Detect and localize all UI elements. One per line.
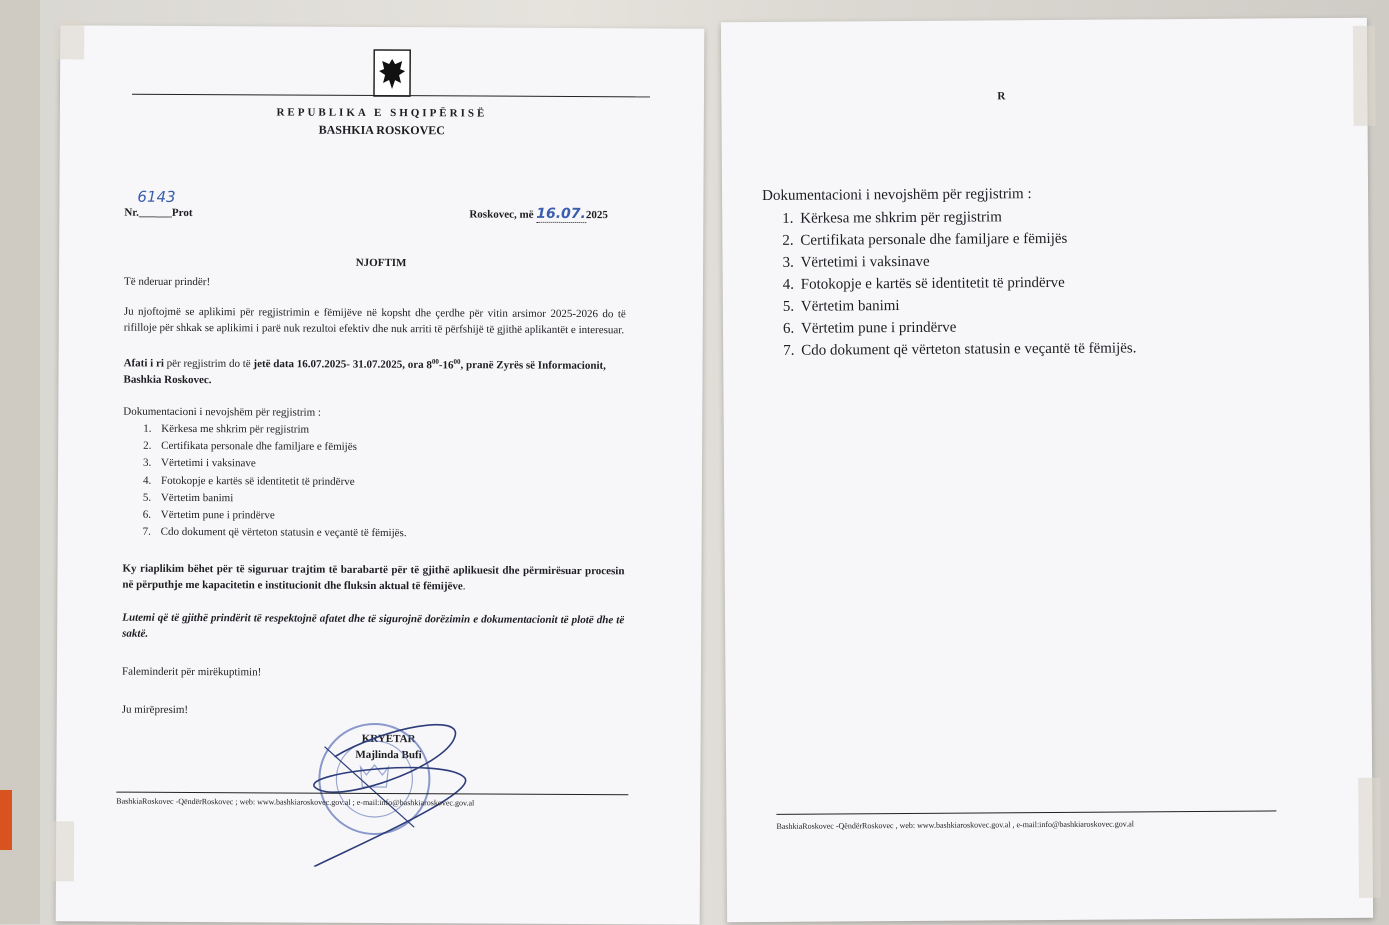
list-item	[762, 227, 1135, 252]
page-footer: BashkiaRoskovec -QëndërRoskovec , web: www.bashkiaroskovec.gov.al , e-mail:info@bashkiaroskovec.gov.al	[776, 819, 1135, 831]
list-number: 7.	[783, 342, 795, 359]
hours-to: -16	[438, 358, 454, 372]
deadline-paragraph	[123, 352, 625, 390]
list-item	[762, 205, 1135, 230]
prot-label: Nr.______Prot	[124, 206, 193, 220]
page-marker: R	[997, 90, 1006, 103]
list-item	[763, 315, 1136, 340]
list-number: 6.	[142, 508, 152, 521]
tape	[1353, 26, 1376, 126]
list-item	[762, 249, 1135, 274]
tape	[50, 821, 74, 881]
docs-heading: Dokumentacioni i nevojshëm për regjistrim :	[123, 405, 322, 419]
reapplication-end: .	[462, 580, 466, 593]
list-number: 3.	[143, 457, 152, 470]
docs-list	[123, 421, 626, 544]
list-number: 1.	[143, 422, 152, 435]
deadline-text: për regjistrim do të	[163, 357, 254, 370]
thanks-text: Faleminderit për mirëkuptimin!	[121, 665, 262, 679]
date-prefix: Roskovec, më	[469, 208, 534, 221]
reapplication-text: Ky riaplikim bëhet për të siguruar trajtim të barabartë për të gjithë aplikuesit dhe përmirësuar procesin në përputhje me kapacitetin e institucionit dhe fluksin aktual të fëmijëve	[122, 562, 625, 593]
deadline-location: , pranë Zyrës së Informacionit, Bashkia Roskovec.	[123, 359, 606, 386]
list-item	[123, 524, 625, 544]
albanian-eagle-emblem-icon	[373, 49, 411, 97]
notice-title: NJOFTIM	[355, 256, 407, 270]
documents-page	[721, 18, 1373, 922]
list-number: 3.	[782, 254, 794, 271]
deadline-label: Afati i ri	[123, 357, 164, 370]
list-item	[763, 271, 1136, 296]
municipality-heading: BASHKIA ROSKOVEC	[318, 122, 446, 138]
handwritten-date: 16.07.	[536, 205, 586, 223]
signature-name: Majlinda Bufi	[355, 748, 422, 762]
list-text: Vërtetim pune i prindërve	[800, 319, 957, 337]
notice-page	[56, 25, 705, 924]
list-text: Vërtetimi i vaksinave	[161, 457, 256, 470]
docs-heading: Dokumentacioni i nevojshëm për regjistrim :	[762, 186, 1032, 204]
list-number: 1.	[782, 210, 794, 227]
list-text: Vërtetim banimi	[800, 298, 900, 315]
list-item	[763, 337, 1136, 362]
list-text: Fotokopje e kartës së identitetit të prindërve	[800, 274, 1065, 293]
list-number: 2.	[143, 439, 152, 453]
list-number: 7.	[142, 525, 151, 539]
list-number: 2.	[782, 232, 794, 249]
closing-text: Ju mirëpresim!	[121, 703, 189, 716]
announcement-paragraph: Ju njoftojmë se aplikimi për regjistrimin e fëmijëve në kopsht dhe çerdhe për vitin arsimor 2025-2026 do të rifilloje për shkak se aplikimi i parë nuk rezultoi efektiv dhe nuk arriti të përfshijë të gjithë aplikantët e interesuar.	[123, 305, 626, 337]
list-number: 5.	[142, 491, 152, 504]
list-text: Vërtetimi i vaksinave	[800, 253, 930, 271]
handwritten-prot-number: 6143	[137, 187, 176, 206]
list-text: Cdo dokument që vërteton statusin e veçantë të fëmijës.	[801, 340, 1137, 359]
list-number: 6.	[782, 320, 795, 337]
hours-sup: 00	[431, 357, 439, 366]
deadline-dates: jetë data 16.07.2025- 31.07.2025, ora	[253, 357, 424, 371]
list-number: 4.	[142, 474, 152, 487]
list-item	[763, 293, 1136, 318]
list-text: Vërtetim pune i prindërve	[160, 508, 275, 522]
list-text: Fotokopje e kartës së identitetit të prindërve	[160, 474, 355, 488]
tape	[1358, 778, 1381, 898]
list-text: Certifikata personale dhe familjare e fëmijës	[161, 440, 357, 454]
republic-heading: REPUBLIKA E SHQIPËRISË	[276, 106, 488, 120]
reapplication-paragraph	[122, 561, 624, 596]
request-paragraph: Lutemi që të gjithë prindërit të respektojnë afatet dhe të sigurojnë dorëzimin e dokumentacionit të plotë dhe të saktë.	[122, 611, 625, 640]
page-footer: BashkiaRoskovec -QëndërRoskovec ; web: www.bashkiaroskovec.gov.al ; e-mail:info@bashkiaroskovec.gov.al	[116, 796, 475, 808]
signature-title: KRYETAR	[361, 732, 416, 746]
date-year: 2025	[585, 209, 608, 222]
signature-icon	[313, 724, 465, 867]
date-line	[469, 205, 608, 222]
orange-object	[0, 790, 12, 850]
list-text: Kërkesa me shkrim për regjistrim	[161, 422, 310, 436]
hours-sup: 00	[453, 357, 461, 366]
list-number: 4.	[782, 276, 795, 293]
docs-list	[762, 205, 1136, 362]
tape	[54, 19, 84, 59]
background-wall	[0, 0, 40, 924]
greeting: Të nderuar prindër!	[123, 275, 211, 289]
hours-from: 8	[426, 358, 432, 371]
list-number: 5.	[782, 298, 795, 315]
list-text: Certifikata personale dhe familjare e fëmijës	[800, 230, 1068, 249]
list-text: Cdo dokument që vërteton statusin e veçantë të fëmijës.	[160, 526, 407, 540]
list-text: Vërtetim banimi	[160, 491, 234, 505]
list-text: Kërkesa me shkrim për regjistrim	[800, 209, 1002, 227]
